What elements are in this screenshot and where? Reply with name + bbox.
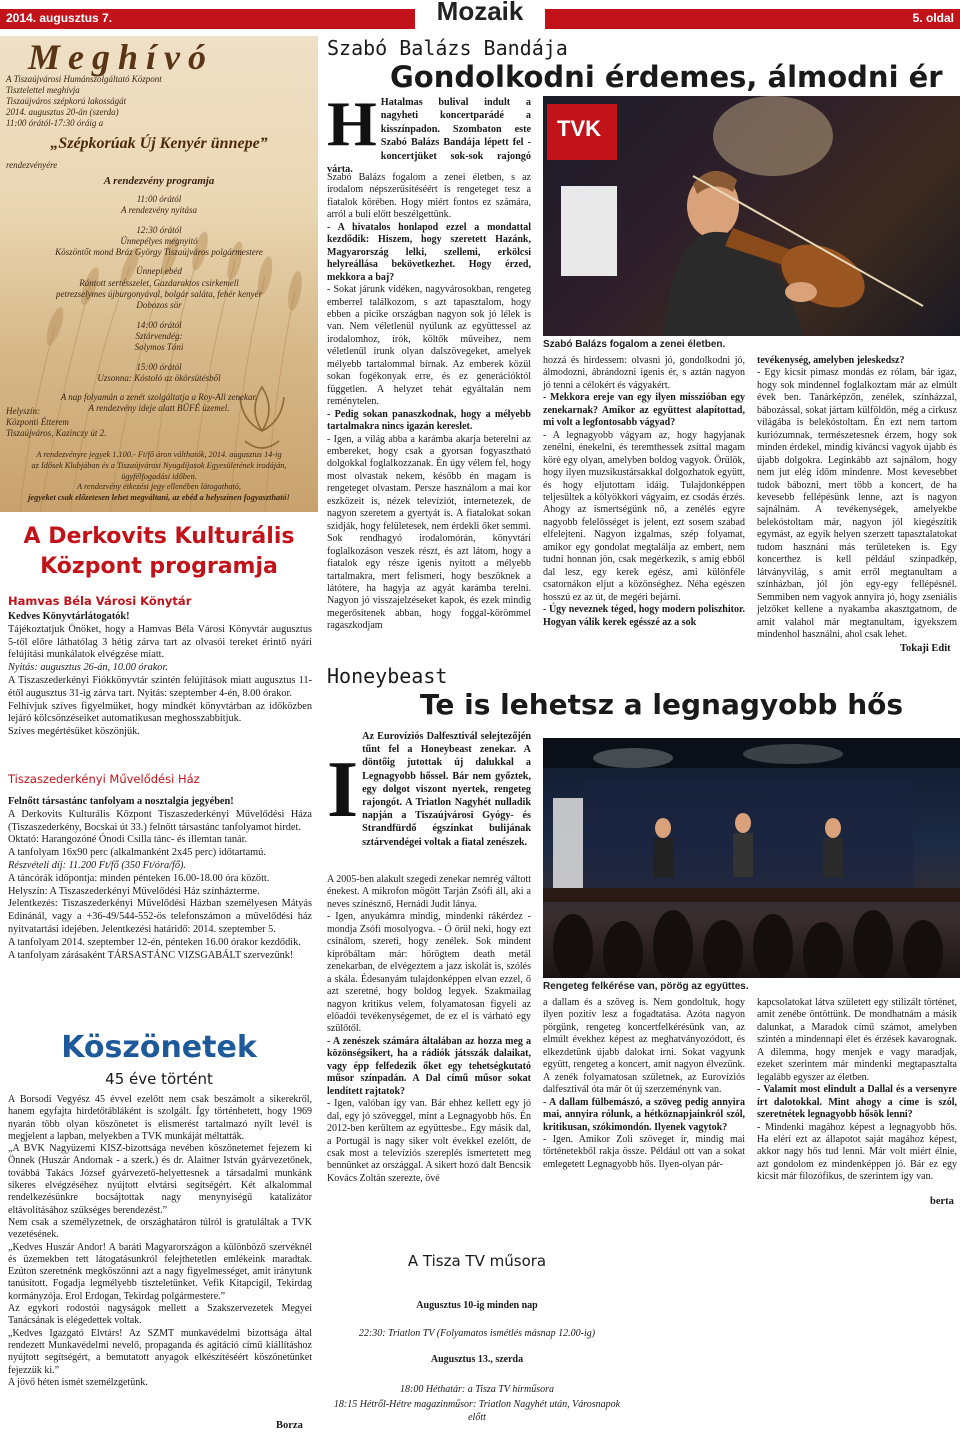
poster-intro-line: 11:00 órától-17:30 óráig a	[6, 118, 104, 128]
poster-intro-line: Tisztelettel meghívja	[6, 85, 80, 95]
paragraph: A tanfolyam 16x90 perc (alkalmanként 2x45 perc) időtartamú.	[8, 847, 266, 859]
paragraph: „Kedves Huszár Andor! A baráti Magyarországon a különböző szervéknél és üzemekben tett látogatásunkról felejthetetlen emlékeink maradtak. Ezúton szeretnénk megköszönni azt a nagy figyelmességet, amit iránytunk tanúsított. Fogadja legmélyebb tiszteletünket. Vefik Kitapcigil, Tekirdag kormányzója. Erol Erdogan, Tekirdag polgármestere.”	[8, 1241, 312, 1302]
program-time: 15:00 órától	[136, 361, 182, 372]
ticket-line: A rendezvényre jegyek 1.100.- Ft/fő áron válthatók, 2014. augusztus 14-ig	[36, 450, 282, 459]
poster-venue-label: rendezvényére	[6, 160, 58, 170]
paragraph: Az egykori rodostói nagyságok mellett a Szakszervezetek Megyei Tanácsának is elégedettek voltak.	[8, 1303, 312, 1327]
question: - Mekkora ereje van egy ilyen misszióban egy zenekarnak? Amikor az együttest alapítottad, mi volt a legfontosabb vágyad?	[543, 392, 745, 429]
tv-schedule-box	[332, 1238, 622, 1444]
paragraph: - Igen, anyukámra mindig, mindenki rákérdez - mondja Zsófi mosolyogva. - Ó örül neki, hogy ezt csinálom, szereti, hogy zenélek. Sok mindent kipróbáltam már: hörögtem death metál zenekarban, de elvégeztem a jazz iskolát is, szólés a skála. Édesanyám tulajdonképpen elvan ezzel, ő azt szeretné, hogy boldog legyek. Szakmailag nagyon kritikus velem, folyamatosan figyeli az előadói tevékenységemet, de ez el is várható egy szülőtől.	[327, 911, 531, 1035]
paragraph: - Igen, valóban így van. Bár ehhez kellett egy jó dal, egy jó szöveggel, mint a Legnagyobb hős. Én 2012-ben kerültem az együttesbe.. Egy másik dal, a Portugál is nagy siker volt évekkel ezelőtt, de csak most a televíziós szereplés ismertetett meg bennünket az országgal. A sikert hozó dalt Bencsik Kovács Zoltán szerezte, övé	[327, 1098, 531, 1184]
paragraph: - Igen, a világ abba a karámba akarja beterelni az embereket, hogy csak a gyorsan fogyasztható dolgokkal foglalkozzanak. Én úgy vélem fel, hogy most olvastak nekem, később én magam is rengeteget olvastam. Persze használom a mai kor eszközeit is, nézek televíziót, internetezek, de nagyon szeretem a gyertyát is. A fiatalokat sokan szidják, hogy felületesek, nem érdekli őket semmi. Sok rendhagyó irodalomórán, könyvtári foglalkozáson veszek részt, és azt látom, hogy a fiatalok egy része igenis nyitott a mélyebb tartalmakra, mert felismeri, hogy beszöknek a látótere, ha hagyja az agyát karámba terelni. Nagyon jó visszajelzéseket kapok, és ezek mindig megerősítenek abban, hogy foggal-körömmel ragaszkodjam	[327, 433, 531, 632]
paragraph: Felnőtt társastánc tanfolyam a nosztalgia jegyében!	[8, 796, 234, 807]
koszonet-text	[8, 1094, 312, 1389]
program-time: 12:30 órától	[136, 224, 182, 235]
paragraph: - A legnagyobb vágyam az, hogy hagyjanak zenélni, énekelni, és teremthessek zsíttal magam körè egy olyan, amelyben boldog vagyok. Örülök, hogy ilyen muzsikustársakkal dolgozhatok együtt, és hogy eljutottam idáig. Tulajdonképpen teljesültek a kölyökkori vágyaim, ez csodás érzés. Ahogy az ismertségünk nő, a zenélés egyre nagyobb felelősséget is jelent, ezt sosem szabad elfelejteni. Nagyon izgalmas, szép folyamat, amikor egy gondolat megtalálja az embert, nem tudni honnan jön, csak megérkezik, s amíg ebből dal lesz, egy kerek egész, ami különféle csatornákon eljut a közönséghez. Néha egészen hosszú ez az út, de megéri bejárni.	[543, 429, 745, 603]
article2-lead-block	[327, 730, 531, 850]
article2-kicker: Honeybeast	[327, 664, 448, 688]
article1-author: Tokaji Edit	[900, 643, 951, 654]
location-line: Tiszaújváros, Kazinczy út 2.	[6, 428, 107, 438]
article2-author: berta	[930, 1196, 954, 1207]
paragraph: Nyitás: augusztus 26-án, 10.00 órakor.	[8, 662, 168, 674]
violinist-illustration	[543, 96, 960, 336]
program-item: Sztárvendég:	[135, 330, 183, 341]
derkovits-title	[0, 522, 318, 582]
program-time: 14:00 órától	[136, 319, 182, 330]
program-item: A nap folyamán a zenét szolgáltatja a Roy-All zenekar.	[60, 392, 258, 403]
tv-day-heading: Augusztus 13., szerda	[430, 1354, 524, 1365]
dropcap: I	[327, 746, 359, 834]
paragraph: A tanfolyam 2014. szeptember 12-én, pénteken 16.00 órakor kezdődik.	[8, 936, 301, 948]
poster-event-name: „Szépkorúak Új Kenyér ünnepe”	[50, 135, 268, 152]
paragraph: - Igen. Amikor Zoli szöveget ír, mindig mai történetekből rakja össze. Például ott van a sokat emlegetett Legnagyobb hős. Ilyen-olyan pár-	[543, 1133, 745, 1170]
article1-kicker: Szabó Balázs Bandája	[327, 36, 568, 60]
library-notice	[8, 611, 312, 739]
header-bar-right	[545, 9, 960, 29]
paragraph: Felhívjuk szíves figyelmüket, hogy mindkét könyvtárban az időközben lejáró kölcsönzéseiket automatikusan meghosszabbítjuk.	[8, 700, 312, 725]
paragraph: kapcsolatokat látva született egy stilizált történet, amit zenébe öntöttünk. De mondhatnám a másik dalunkat, a Maradok című számot, amelyben szintén a mindennapi élet és érzések kavarognak. A dilemma, hogy menjek e vagy maradjak, ezeket szerintem már mindenki megtapasztalta legalább egyszer az életben.	[757, 997, 957, 1083]
tv-program-item: 18:00 Héthatár: a Tisza TV hírműsora	[399, 1384, 554, 1395]
article2-column-2	[543, 997, 745, 1171]
question: tevékenység, amelyben jeleskedsz?	[757, 355, 905, 366]
paragraph: A tanfolyam zárásaként TÁRSASTÁNC VIZSGABÁLT szervezünk!	[8, 949, 294, 961]
paragraph: hozzá és hirdessem: olvasni jó, gondolkodni jó, álmodozni, ábrándozni igenis ér, s aztán nagyon jó tenni a célokért és vágyakért.	[543, 355, 745, 391]
paragraph: - Sokat járunk vidéken, nagyvárosokban, rengeteg emberrel találkozom, s azt tapasztalom, hogy ebben a picike országban nagyon sok jó lélek is van. Nem véletlenül nyúlunk az együttessel az irodalomhoz, írók, költők műveihez, nem véletlenül írunk olyan dalszövegeket, amelyek mélyebb tartalommal bírnak. Az emberek közül sokan fogékonyak erre, és ez generációktól független. A helyzet tehát egyáltalán nem reménytelen.	[327, 284, 531, 408]
poster-program	[0, 194, 318, 415]
ticket-line: A rendezvény étkezési jegy ellenében látogatható,	[76, 482, 242, 492]
paragraph: A 2005-ben alakult szegedi zenekar nemrég váltott énekest. A mikrofon mögött Tarján Zsófi áll, aki a neves színésznő, Hernádi Judit lánya.	[327, 874, 531, 910]
article1-lead-block	[327, 88, 531, 176]
poster-intro-line: 2014. augusztus 20-án (szerda)	[6, 107, 119, 117]
paragraph: Kedves Könyvtárlátogatók!	[8, 611, 130, 622]
paragraph: A Tiszaszederkényi Fiókkönyvtár szintén felújítások miatt augusztus 11-étől augusztus 31-ig zárva tart. Nyitás: szeptember 4-én, 8.00 órakor.	[8, 674, 312, 699]
program-item: Uzsonna: Kóstoló az ökörsütésből	[97, 372, 221, 383]
paragraph: Oktató: Harangozóné Ónodi Csilla tánc- és illemtan tanár.	[8, 834, 248, 846]
location-line: Központi Étterem	[6, 417, 69, 427]
article1-title: Gondolkodni érdemes, álmodni ér	[390, 60, 943, 94]
question: - A zenészek számára általában az hozza meg a közönségsikert, ha a rádiók játsszák dalaikat, vagy épp felfedezik őket egy tehetségkutató műsor színpadán. A Dal című műsor sokat lendített rajtatok?	[327, 1035, 531, 1097]
dropcap: H	[327, 88, 377, 159]
paragraph: Tájékoztatjuk Önöket, hogy a Hamvas Béla Városi Könyvtár augusztus 5-től előre láthatólag 3 hétig zárva tart az olvasói tereket érintő nyári felújítási munkálatok elvégzése miatt.	[8, 623, 312, 661]
poster-ticket-info	[0, 450, 318, 504]
paragraph: - Mindenki magához képest a legnagyobb hős. Ha elérí ezt az állapotot saját magához képest, akkor nagy hős tud lenni. Már volt miért élnie, azt gondolom ez mindenképpen jó. Bár ez egy kicsit már filozófikus, de szerintem így van.	[757, 1121, 957, 1183]
paragraph: A Borsodi Vegyész 45 évvel ezelőtt nem csak beszámolt a sikerekről, hanem egyfajta hirdetőtábláként is szolgált. Így történhetett, hogy 1969 nyarán több olyan köszönetet is elismerést tartalmazó nyílt levél is megjelent a lapban, melyekben a TVK munkáját méltatták.	[8, 1094, 312, 1142]
paragraph: Szabó Balázs fogalom a zenei életben, s az irodalom népszerűsítéséért is rengeteget tesz a fiatalok körében. Hogy miért fontos ez számára, arról a buli előtt beszélgettünk.	[327, 172, 531, 221]
invitation-poster	[0, 36, 318, 512]
issue-date: 2014. augusztus 7.	[6, 11, 113, 25]
program-item: Köszöntőt mond Bráz György Tiszaújváros polgármestere	[55, 247, 263, 258]
program-item: Ünnepélyes megnyitó	[120, 235, 198, 246]
article1-lead: Hatalmas bulival indult a nagyheti koncertparádé a kisszínpadon. Szombaton este Szabó Balázs Bandája lépett fel - koncertjüket sok-sok rajongó várta.	[327, 97, 531, 176]
tvk-banner-text: TVK	[557, 116, 601, 141]
question: - A dallam fülbemászó, a szöveg pedig annyira mai, annyira rólunk, a hétköznapjainkról szól, kritikusan, szókimondón. Ilyenek vagytok?	[543, 1096, 745, 1133]
article2-column-3	[757, 997, 957, 1184]
ticket-line: az Idősek Klubjában és a Tiszaújvárosi Nyugdíjasok Egyesületének irodáján,	[31, 460, 287, 470]
program-item: petrezselymes újburgonyával, bolgár saláta, fehér kenyér	[55, 289, 263, 300]
concert-stage-illustration	[543, 738, 960, 978]
ticket-line: jegyeket csak előzetesen lehet megváltani, az ebéd a helyszínen fogyasztható!	[28, 493, 290, 503]
paragraph: Szíves megértésüket köszönjük.	[8, 726, 140, 738]
article2-column-1	[327, 874, 531, 1185]
article1-photo-caption: Szabó Balázs fogalom a zenei életben.	[543, 339, 726, 350]
question: - Valamit most elindult a Dallal és a versenyre írt dalotokkal. Mint ahogy a címe is szól, szeretnétek legnagyobb hősök lenni?	[757, 1084, 957, 1121]
program-item: Solymos Tóni	[134, 342, 184, 353]
poster-program-title: A rendezvény programja	[103, 175, 215, 187]
paragraph: a dallam és a szöveg is. Nem gondoltuk, hogy ilyen pozitív lesz a fogadtatása. Azóta nagyon pörgünk, rengeteg koncertfelkérésünk van, az elmúlt évekhez képest az meghatványozódott, és elkezdetünk újabb dalokat írni. Sokat vagyunk együtt, rengeteg a koncert, amit nagyon élvezünk. A zenék folyamatosan születnek, az Eurovíziós dalfesztivál óta már öt új szerzeménynk van.	[543, 997, 745, 1096]
poster-intro-line: A Tiszaújvárosi Humánszolgáltató Központ	[6, 74, 162, 84]
program-item: Rántott sertésszelet, Gazdaraktos csirkemell	[79, 277, 239, 288]
article1-column-2	[543, 355, 745, 629]
page-header	[0, 0, 960, 36]
question: - Úgy neveznek téged, hogy modern poliszhitor. Hogyan válik kerek egésszé az a sok	[543, 604, 745, 628]
article2-photo	[543, 738, 960, 978]
muvelodesi-heading: Tiszaszederkényi Művelődési Ház	[8, 772, 200, 786]
paragraph: Helyszín: A Tiszaszederkényi Művelődési Ház színházterme.	[8, 885, 260, 897]
tv-schedule-title: A Tisza TV műsora	[407, 1252, 547, 1270]
section-title: Mozaik	[436, 0, 524, 26]
article2-lead: Az Eurovíziós Dalfesztivál selejtezőjén tűnt fel a Honeybeast zenekar. A döntőig jutottak új dalukkal a Legnagyobb hőssel. Bár nem győztek, egy dolgot viszont nyertek, rengeteg rajongót. A Triatlon Nagyhét nulladik napján a Tiszaújvárosi Gyógy- és Strandfürdő égszínkat bulijának sztárvendégei voltak a fiatal zenészek.	[362, 731, 531, 848]
paragraph: A táncórák időpontja: minden pénteken 16.00-18.00 óra között.	[8, 872, 270, 884]
paragraph: - Egy kicsit pimasz mondás ez rólam, bár igaz, hogy sok mindennel foglalkoztam már az elmúlt évek ben. Tanárképzőn, zenélek, színházzal, bábozással, sokat jártam külföldön, még a cirkusz világába is belekóstoltam. Én ezt nem tartom kuriózumnak, természetesnek érzem, hogy sok minden érdekel, mindig kíváncsi vagyok újabb és újabb dolgokra. Leginkább azt sajnálom, hogy nem jut elég időm mindenre. Most kevesebbet tudok bábozni, mert több a koncert, de ha kevesebb fellépésünk lenne, azt is nagyon sajnálnám. A tevékenységek, amelyekbe belekóstoltam már, nagyon jól kiegészítik egymást, az egyik helyen szerzett tapasztalatokat tudom hasznáni más területeken is. Egy koncerthez is kell például színpadkép, látványvilág, s amit erről megtanultam a színházban, jól jön egy-egy fellépésnél. Semmiben nem vagyok annyira jó, hogy zseniális jelzőket kellene a nyakamba akasztgatnom, de amit valahol már megtanultam, igyekszem mindenhol használni, ahol csak lehet.	[757, 367, 957, 640]
article1-column-3	[757, 355, 957, 641]
paragraph: „A BVK Nagyüzemi KISZ-bizottsága nevében köszönetemet fejezem ki Önnek (Huszár Andornak - a szerk.) és dr. Alaitner István gyárvezetőnek, továbbá Takács József gyárvezető-helyettesnek a társadalmi munkánk sikeres elvégzéséhez nyújtott elvtársi segítségért. Két alkalommal rendelkezésünkre bocsájtottak nagy menynyiségű katalizátor eltávolításához szükséges berendezést.”	[8, 1143, 312, 1216]
dance-course-notice	[8, 796, 312, 962]
koszonet-subtitle: 45 éve történt	[105, 1070, 213, 1088]
page-number: 5. oldal	[912, 11, 954, 25]
paragraph: Részvételi díj: 11.200 Ft/fő (350 Ft/óra/fő).	[8, 859, 186, 871]
library-heading: Hamvas Béla Városi Könytár	[8, 594, 192, 608]
article1-photo	[543, 96, 960, 336]
location-label: Helyszín:	[6, 406, 40, 416]
article1-column-1	[327, 172, 531, 633]
tv-day-heading: Augusztus 10-ig minden nap	[416, 1300, 538, 1311]
poster-location	[6, 406, 106, 439]
paragraph: A jövő héten ismét személzgetünk.	[8, 1376, 148, 1388]
derkovits-title-line: Központ programja	[40, 554, 278, 579]
program-time: 11:00 órától	[136, 194, 182, 204]
tv-program-item: 18:15 Hétről-Hétre magazinműsor: Triatlon Nagyhét után, Városnapok előtt	[333, 1399, 621, 1423]
paragraph: A Derkovits Kulturális Központ Tiszaszederkényi Művelődési Háza (Tiszaszederkény, Bocskai út 33.) felnőtt társastánc tanfolyamot hirdet.	[8, 808, 312, 833]
program-item: Dobozos sör	[136, 300, 182, 311]
article2-photo-caption: Rengeteg felkérése van, pörög az együttes.	[543, 981, 749, 992]
paragraph: Jelentkezés: Tiszaszederkényi Művelődési Házban személyesen Mátyás Edinánál, vagy a +36-49/544-552-ös telefonszámon a művelődési ház nyitvatartási idejében. Jelentkezési határidő: 2014. szeptember 5.	[8, 898, 312, 935]
koszonet-author: Borza	[276, 1420, 303, 1431]
tv-program-item: 22:30: Triatlon TV (Folyamatos ismétlés másnap 12.00-ig)	[358, 1328, 596, 1339]
program-item: Ünnepi ebéd	[136, 266, 182, 277]
paragraph: „Kedves Igazgató Elvtárs! Az SZMT munkavédelmi bizottsága által rendezett Munkavédelmi nevelő, propaganda és agitáció című kiállításhoz nyújtott segítségért, a bemutatott anyagok elkészítéséért köszönetünket fejezzük ki.”	[8, 1327, 312, 1376]
program-item: A rendezvény ideje alatt BÜFÉ üzemel.	[88, 403, 230, 414]
poster-title: Meghívó	[28, 37, 214, 77]
poster-intro-line: Tiszaújváros szépkorú lakosságát	[6, 96, 127, 106]
article2-title: Te is lehetsz a legnagyobb hős	[420, 688, 904, 721]
paragraph: Nem csak a személyzetnek, de országhatáron túlról is gratuláltak a TVK vezetésének.	[8, 1216, 312, 1241]
derkovits-title-line: A Derkovits Kulturális	[23, 524, 295, 549]
question: - A hivatalos honlapod ezzel a mondattal kezdődik: Hiszem, hogy szeretett Hazánk, Magyarország lelki, szellemi, erkölcsi helyreállása bekövetkezhet. Hogy érzed, mekkora a baj?	[327, 221, 531, 283]
program-item: A rendezvény nyitása	[121, 205, 197, 216]
poster-intro	[6, 74, 306, 129]
question: - Pedig sokan panaszkodnak, hogy a mélyebb tartalmakra nincs igazán kereslet.	[327, 408, 531, 433]
ticket-line: ügyfélfogadási időben.	[121, 471, 197, 481]
koszonet-title: Köszönetek	[61, 1030, 257, 1065]
